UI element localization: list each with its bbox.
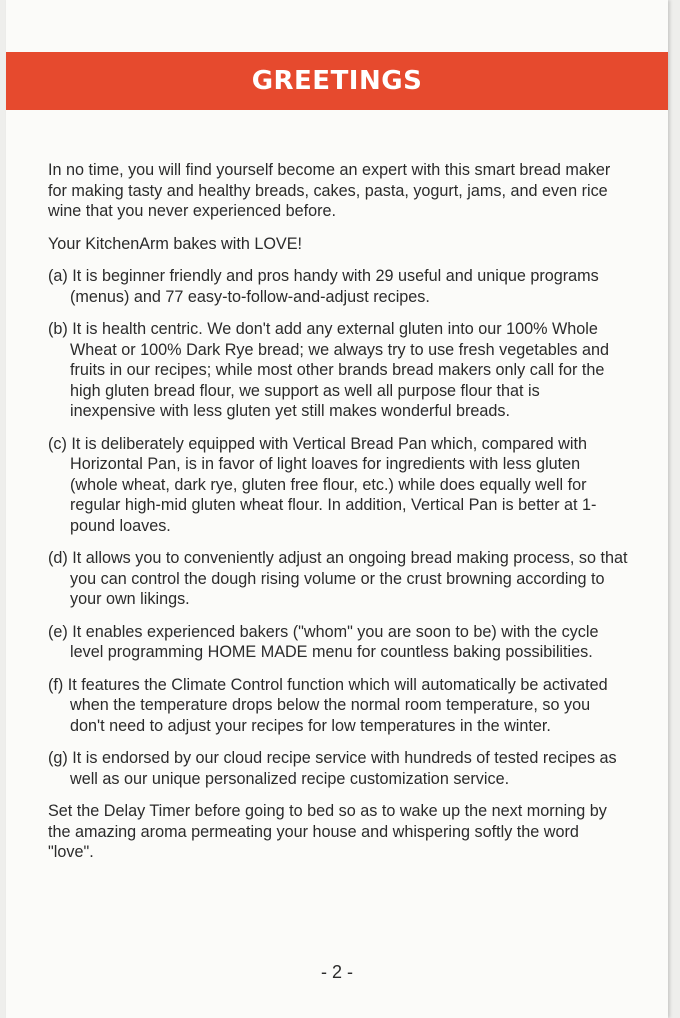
list-item: (f) It features the Climate Control function which will automatically be activated when the temperature drops below the normal room temperature, so you don't need to adjust your recipes for low temperatures in the winter. xyxy=(48,675,608,735)
intro-paragraph: In no time, you will find yourself become an expert with this smart bread maker for making tasty and healthy breads, cakes, pasta, yogurt, jams, and even rice wine that you never experienced before. xyxy=(48,161,611,220)
list-item: (c) It is deliberately equipped with Vertical Bread Pan which, compared with Horizontal Pan, is in favor of light loaves for ingredients with less gluten (whole wheat, dark rye, gluten free flour, etc.) while does equally well for regular high-mid gluten wheat flour. In addition, Vertical Pan is better at 1-pound loaves. xyxy=(48,434,597,535)
list-item: (b) It is health centric. We don't add any external gluten into our 100% Whole Wheat or 100% Dark Rye bread; we always try to use fresh vegetables and fruits in our recipes; while most other brands bread makers only call for the high gluten bread flour, we support as well all purpose flour that is inexpensive with less gluten yet still makes wonderful breads. xyxy=(48,320,609,420)
page-title: GREETINGS xyxy=(251,66,423,96)
closing-paragraph: Set the Delay Timer before going to bed so as to wake up the next morning by the amazing aroma permeating your house and whispering softly the word "love". xyxy=(48,802,607,861)
list-item: (d) It allows you to conveniently adjust an ongoing bread making process, so that you can control the dough rising volume or the crust browning according to your own likings. xyxy=(48,549,628,608)
title-banner xyxy=(6,52,668,110)
list-item: (g) It is endorsed by our cloud recipe service with hundreds of tested recipes as well as our unique personalized recipe customization service. xyxy=(48,749,617,788)
list-item: (e) It enables experienced bakers ("whom" you are soon to be) with the cycle level programming HOME MADE menu for countless baking possibilities. xyxy=(48,622,599,661)
body-text xyxy=(48,160,628,875)
list-item: (a) It is beginner friendly and pros handy with 29 useful and unique programs (menus) and 77 easy-to-follow-and-adjust recipes. xyxy=(48,267,599,306)
document-page xyxy=(6,0,668,1018)
page-number: - 2 - xyxy=(320,962,353,982)
tagline-paragraph: Your KitchenArm bakes with LOVE! xyxy=(48,234,303,253)
